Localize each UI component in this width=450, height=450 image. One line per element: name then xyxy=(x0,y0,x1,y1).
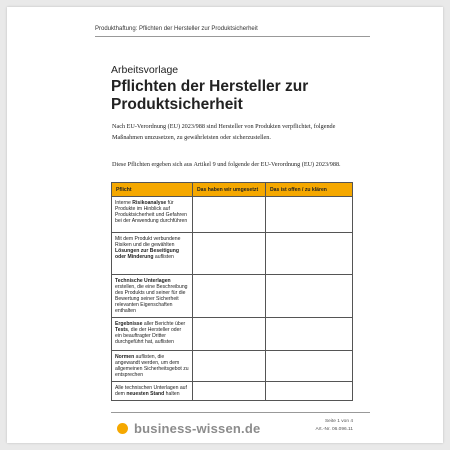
logo-dot-icon xyxy=(117,423,128,434)
umgesetzt-cell[interactable] xyxy=(193,275,266,318)
cell-text: auflisten xyxy=(153,254,174,260)
offen-cell[interactable] xyxy=(266,233,353,275)
offen-cell[interactable] xyxy=(266,382,353,401)
cell-text: Interne xyxy=(115,200,133,206)
document-page xyxy=(7,7,443,443)
cell-text: aller Berichte über xyxy=(142,321,186,327)
document-kicker: Arbeitsvorlage xyxy=(111,64,179,76)
offen-cell[interactable] xyxy=(266,351,353,382)
emphasis-text: Normen xyxy=(115,354,135,360)
cell-text: auflisten, die angewandt werden, um dem allgemeinen Sicherheitsgebot zu entsprechen xyxy=(115,354,189,378)
pflicht-cell xyxy=(112,318,193,351)
table-row xyxy=(112,233,353,275)
cell-text: , die der Hersteller oder ein beauftragter Dritter durchgeführt hat, auflisten xyxy=(115,327,182,345)
emphasis-text: Tests xyxy=(115,327,128,333)
table-row xyxy=(112,275,353,318)
offen-cell[interactable] xyxy=(266,197,353,233)
column-header-umgesetzt: Das haben wir umgesetzt xyxy=(193,183,266,197)
column-header-pflicht: Pflicht xyxy=(112,183,193,197)
cell-text: halten xyxy=(164,391,180,397)
table-row xyxy=(112,351,353,382)
pflicht-cell xyxy=(112,275,193,318)
brand-logo xyxy=(117,421,260,436)
cell-text: erstellen, die eine Beschreibung des Produkts und seiner für die Bewertung seiner Sicherheit relevanten Eigenschaften enthalten xyxy=(115,284,188,314)
pflicht-cell xyxy=(112,233,193,275)
table-row xyxy=(112,318,353,351)
offen-cell[interactable] xyxy=(266,318,353,351)
emphasis-text: neuesten Stand xyxy=(126,391,165,397)
emphasis-text: Risikoanalyse xyxy=(132,200,167,206)
page-info xyxy=(315,418,353,434)
emphasis-text: Technische Unterlagen xyxy=(115,278,171,284)
article-number: Art.-Nr. 06.096.11 xyxy=(315,427,353,432)
emphasis-text: Ergebnisse xyxy=(115,321,143,327)
obligations-table xyxy=(111,182,353,401)
pflicht-cell xyxy=(112,197,193,233)
table-row xyxy=(112,197,353,233)
intro-paragraph: Nach EU-Verordnung (EU) 2023/988 sind Hersteller von Produkten verpflichtet, folgende Maßnahmen umzusetzen, zu gewährleisten oder sicherzustellen. xyxy=(112,123,336,141)
emphasis-text: Lösungen zur Beseitigung oder Minderung xyxy=(115,248,179,260)
intro-paragraph-2: Diese Pflichten ergeben sich aus Artikel 9 und folgende der EU-Verordnung (EU) 2023/988. xyxy=(112,161,341,168)
footer-divider xyxy=(111,412,370,413)
page-number: Seite 1 von 4 xyxy=(324,419,353,424)
umgesetzt-cell[interactable] xyxy=(193,197,266,233)
cell-text: für Produkte im Hinblick auf Produktsicherheit und Gefahren bei der Anwendung durchführen xyxy=(115,200,188,224)
column-header-offen: Das ist offen / zu klären xyxy=(266,183,353,197)
logo-text: business-wissen.de xyxy=(134,421,261,436)
umgesetzt-cell[interactable] xyxy=(193,318,266,351)
umgesetzt-cell[interactable] xyxy=(193,382,266,401)
umgesetzt-cell[interactable] xyxy=(193,233,266,275)
header-divider xyxy=(95,36,370,37)
document-title: Pflichten der Hersteller zur Produktsicherheit xyxy=(111,78,309,113)
table-row xyxy=(112,382,353,401)
pflicht-cell xyxy=(112,351,193,382)
cell-text: Mit dem Produkt verbundene Risiken und die gewählten xyxy=(115,236,181,248)
umgesetzt-cell[interactable] xyxy=(193,351,266,382)
offen-cell[interactable] xyxy=(266,275,353,318)
pflicht-cell xyxy=(112,382,193,401)
table-header-row xyxy=(112,183,353,197)
cell-text: Alle technischen Unterlagen auf dem xyxy=(115,385,187,397)
table-body xyxy=(112,197,353,401)
running-header: Produkthaftung: Pflichten der Hersteller zur Produktsicherheit xyxy=(95,26,258,32)
